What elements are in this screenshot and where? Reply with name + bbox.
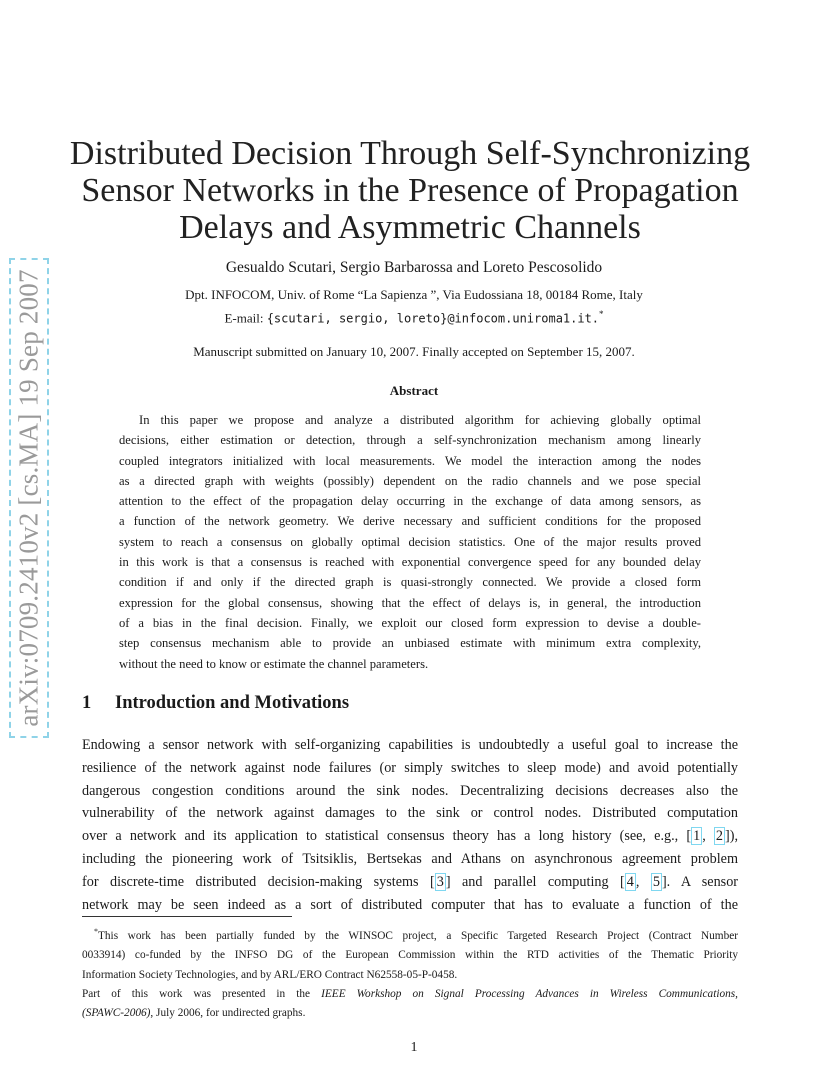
footnote-text: , July 2006, for undirected graphs. (150, 1007, 306, 1020)
intro-line: dangerous congestion conditions around the sink nodes. Decentralizing decisions decreases also the (82, 782, 738, 799)
abstract-line: a function of the network geometry. We derive necessary and sufficient conditions for the proposed (119, 514, 701, 529)
author-list: Gesualdo Scutari, Sergio Barbarossa and Loreto Pescosolido (225, 259, 603, 276)
abstract-line: attention to the effect of the propagation delay occurring in the exchange of data among sensors, as (119, 494, 701, 509)
intro-text: ]. A sensor (661, 873, 739, 890)
citation-link[interactable]: 1 (693, 828, 701, 845)
citation-link[interactable]: 2 (715, 828, 724, 845)
footnote (82, 922, 738, 1024)
intro-text: , (635, 873, 651, 890)
footnote-text: This work has been partially funded by the WINSOC project, a Specific Targeted Research Project (Contract Number (98, 929, 738, 942)
abstract-line: system to reach a consensus on globally optimal decision statistics. One of the major results proved (119, 534, 701, 549)
footnote-line: Information Society Technologies, and by ARL/ERO Contract N62558-05-P-0458. (82, 968, 458, 981)
footnote-text: Part of this work was presented in the (82, 987, 322, 1000)
section-heading (82, 693, 349, 714)
footnote-marker: * (94, 927, 98, 936)
title-line-1: Distributed Decision Through Self-Synchronizing (69, 135, 751, 172)
abstract-line: of a bias in the final decision. Finally, we exploit our closed form expression to devise a double- (119, 615, 701, 630)
intro-line: including the pioneering work of Tsitsiklis, Bertsekas and Athans on asynchronous agreement problem (82, 850, 738, 867)
section-number: 1 (82, 693, 92, 713)
page-number: 1 (410, 1040, 418, 1055)
intro-line (82, 871, 738, 894)
footnote-line: 0033914) co-funded by the INFSO DG of the European Commission within the RTD activities of the Thematic Priority (82, 949, 738, 962)
footnote-line (82, 1004, 738, 1023)
abstract-line: without the need to know or estimate the channel parameters. (119, 656, 429, 671)
intro-text: for discrete-time distributed decision-making systems [ (82, 873, 435, 890)
abstract-line: expression for the global consensus, showing that the effect of delays is, in general, the introduction (119, 595, 701, 610)
abstract-line: In this paper we propose and analyze a distributed algorithm for achieving globally optimal (139, 413, 701, 427)
footnote-line (82, 922, 738, 946)
footnote-divider (82, 916, 292, 917)
paper-title (60, 135, 760, 246)
abstract-heading: Abstract (389, 383, 439, 398)
section-title: Introduction and Motivations (115, 693, 350, 713)
abstract-line: step consensus mechanism able to provide an unbiased estimate with minimum extra complexity, (119, 636, 701, 651)
abstract-line: coupled integrators initialized with local measurements. We model the interaction among the nodes (119, 453, 701, 468)
intro-text: ] and parallel computing [ (445, 873, 625, 890)
footnote-marker: * (599, 309, 604, 319)
introduction-paragraph (82, 734, 738, 916)
email-line (0, 309, 828, 326)
intro-line: Endowing a sensor network with self-organizing capabilities is undoubtedly a useful goal to increase the (82, 737, 738, 753)
intro-line: resilience of the network against node failures (or simply switches to sleep mode) and avoid potentially (82, 759, 738, 776)
email-address: {scutari, sergio, loreto}@infocom.uniroma1.it. (266, 311, 600, 326)
intro-line: network may be seen indeed as a sort of distributed computer that has to evaluate a function of the (82, 896, 738, 913)
intro-line: vulnerability of the network against damages to the sink or control nodes. Distributed computation (82, 805, 738, 822)
citation-link[interactable]: 3 (436, 873, 444, 890)
footnote-venue: IEEE Workshop on Signal Processing Advances in Wireless Communications, (321, 987, 738, 1000)
citation-link[interactable]: 5 (652, 873, 660, 890)
abstract-line: in this work is that a consensus is reached with exponential convergence speed for any bounded delay (119, 555, 701, 570)
footnote-venue: (SPAWC-2006) (82, 1007, 151, 1020)
title-line-3: Delays and Asymmetric Channels (179, 209, 641, 246)
title-line-2: Sensor Networks in the Presence of Propagation (81, 172, 739, 209)
affiliation: Dpt. INFOCOM, Univ. of Rome “La Sapienza ”, Via Eudossiana 18, 00184 Rome, Italy (185, 287, 643, 302)
intro-text: , (702, 828, 714, 845)
intro-text: over a network and its application to statistical consensus theory has a long history (see, e.g., [ (82, 828, 692, 845)
citation-link[interactable]: 4 (626, 873, 634, 890)
intro-text: ]), (725, 828, 739, 845)
abstract-line: decisions, either estimation or detection, through a self-synchronization mechanism among linearly (119, 433, 701, 448)
manuscript-note: Manuscript submitted on January 10, 2007. Finally accepted on September 15, 2007. (193, 344, 635, 359)
email-prefix: E-mail: (224, 310, 267, 326)
arxiv-identifier-stamp (9, 258, 49, 738)
intro-line (82, 825, 738, 848)
abstract-line: as a directed graph with weights (possibly) dependent on the radio channels and we pose special (119, 473, 701, 488)
arxiv-identifier-text: arXiv:0709.2410v2 [cs.MA] 19 Sep 2007 (13, 269, 44, 727)
abstract-line: condition if and only if the directed graph is quasi-strongly connected. We provide a closed form (119, 575, 701, 590)
abstract-body (119, 410, 701, 674)
footnote-line (82, 985, 738, 1004)
